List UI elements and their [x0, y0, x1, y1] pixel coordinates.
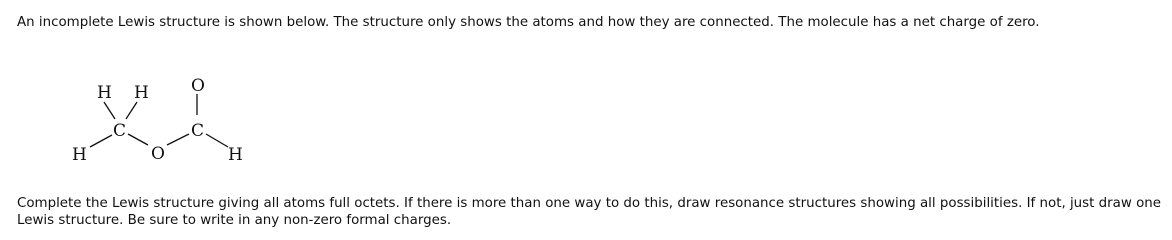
bond-h-left-c: [90, 135, 112, 147]
atom-h-right: H: [228, 145, 243, 165]
bond-c-o-bridge: [128, 134, 148, 145]
bond-o-bridge-c-right: [167, 134, 189, 145]
atom-h-top-left: H: [97, 83, 112, 103]
bond-h-topright-c: [126, 102, 137, 119]
question-instructions-text: Complete the Lewis structure giving all atoms full octets. If there is more than one way to do this, draw resonance structures showing all possibilities. If not, just draw one Lewis structure. Be sure to write in any non-zero formal charges.: [17, 196, 1161, 228]
atom-h-left: H: [72, 145, 87, 165]
atom-c-right: C: [191, 121, 205, 141]
bond-c-right-h: [206, 134, 228, 147]
atom-o-bridge: O: [151, 144, 165, 164]
bond-h-topleft-c: [104, 102, 115, 119]
atom-o-top: O: [191, 76, 205, 96]
atom-h-top-right: H: [134, 83, 149, 103]
question-intro-text: An incomplete Lewis structure is shown below. The structure only shows the atoms and how they are connected. The molecule has a net charge of zero.: [17, 15, 1040, 30]
atom-c-left: C: [113, 121, 127, 141]
lewis-structure-diagram: [60, 72, 260, 168]
